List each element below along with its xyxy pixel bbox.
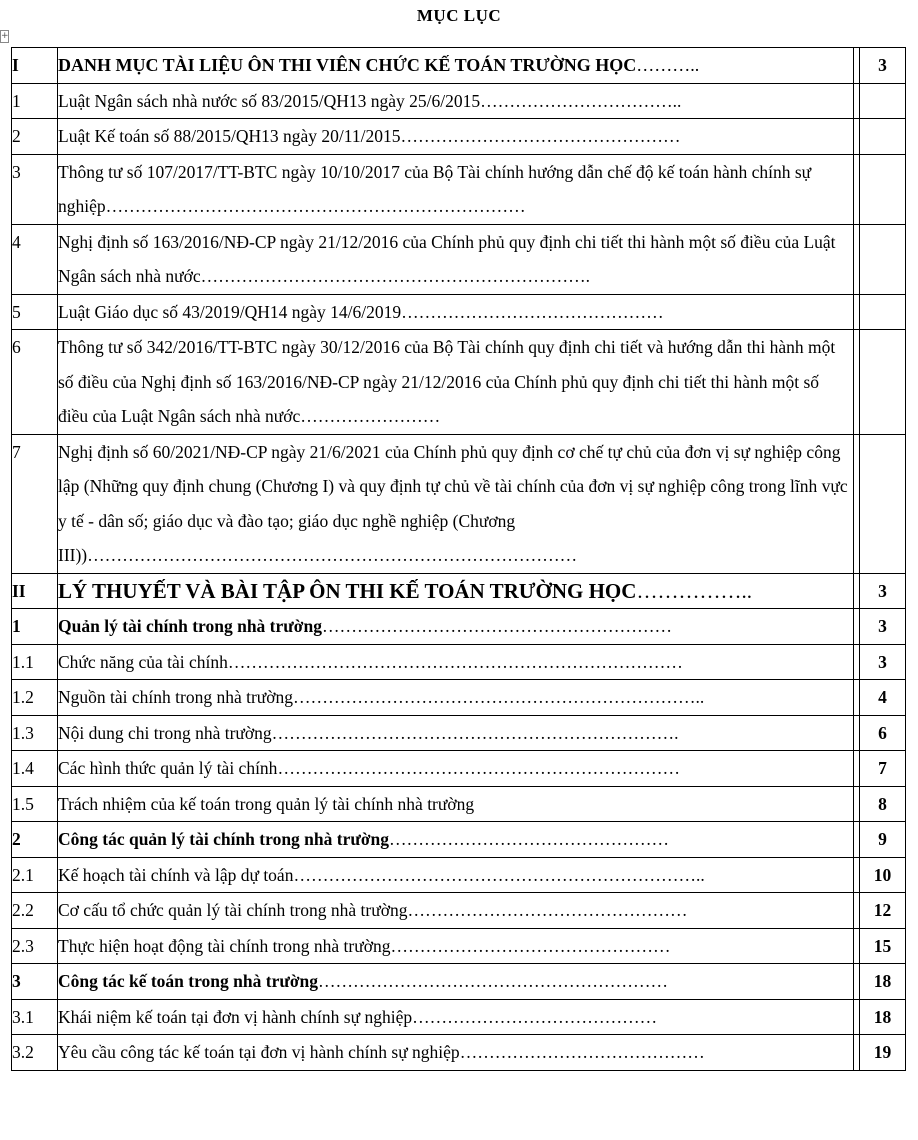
toc-entry-title: Luật Giáo dục số 43/2019/QH14 ngày 14/6/2019 (58, 301, 402, 322)
toc-dot-leader: ……………………………………………………………. (271, 722, 679, 743)
toc-dot-leader: ………………………………………………………………………… (87, 545, 578, 565)
toc-entry-number: 6 (12, 330, 58, 435)
toc-page-number: 18 (860, 964, 906, 1000)
toc-page-number: 6 (860, 715, 906, 751)
toc-page-number: 3 (860, 573, 906, 609)
toc-entry-number: I (12, 48, 58, 84)
toc-entry-number: 4 (12, 224, 58, 294)
toc-entry (58, 83, 854, 119)
toc-body (12, 48, 906, 1071)
toc-dot-leader: …………………………………………………………….. (293, 864, 705, 885)
page-title: MỤC LỤC (416, 6, 502, 25)
toc-dot-leader: …………………… (300, 406, 441, 426)
toc-dot-leader: …………………………………………………………. (200, 266, 591, 286)
toc-entry-title: Nghị định số 60/2021/NĐ-CP ngày 21/6/2021 của Chính phủ quy định cơ chế tự chủ của đơn vị sự nghiệp công lập (Những quy định chung (Chương I) và quy định tự chủ về tài chính của đơn vị sự nghiệp công trong lĩnh vực y tế - dân số; giáo dục và đào tạo; giáo dục nghề nghiệp (Chương III)) (58, 441, 848, 565)
toc-dot-leader: ………………………………………… (407, 900, 688, 920)
toc-entry-number: 3 (12, 154, 58, 224)
toc-entry-title: Trách nhiệm của kế toán trong quản lý tài chính nhà trường (58, 793, 475, 814)
toc-entry (58, 119, 854, 155)
toc-entry-title: Kế hoạch tài chính và lập dự toán (58, 864, 294, 885)
table-row (12, 644, 906, 680)
toc-page-number: 9 (860, 822, 906, 858)
table-row (12, 294, 906, 330)
table-move-handle[interactable]: + (1, 31, 9, 41)
toc-page-number: 18 (860, 999, 906, 1035)
table-row (12, 330, 906, 435)
toc-entry-number: 1.4 (12, 751, 58, 787)
toc-entry-number: 3.2 (12, 1035, 58, 1071)
toc-dot-leader: …………………………………… (459, 1042, 705, 1062)
toc-entry (58, 573, 854, 609)
toc-entry (58, 928, 854, 964)
toc-entry-title: Nguồn tài chính trong nhà trường (58, 687, 294, 707)
toc-entry-title: Các hình thức quản lý tài chính (58, 758, 278, 778)
toc-entry (58, 893, 854, 929)
table-of-contents (11, 47, 906, 1071)
table-row (12, 119, 906, 155)
toc-entry-number: 5 (12, 294, 58, 330)
table-row (12, 434, 906, 573)
table-row (12, 928, 906, 964)
toc-entry-title: Thực hiện hoạt động tài chính trong nhà trường (58, 935, 391, 956)
toc-entry (58, 294, 854, 330)
table-row (12, 786, 906, 822)
toc-entry-number: 7 (12, 434, 58, 573)
toc-entry-title: Khái niệm kế toán tại đơn vị hành chính sự nghiệp (58, 1006, 413, 1027)
toc-page-number: 10 (860, 857, 906, 893)
toc-entry (58, 434, 854, 573)
toc-entry (58, 1035, 854, 1071)
toc-entry-title: Quản lý tài chính trong nhà trường (58, 616, 322, 636)
table-row (12, 48, 906, 84)
toc-dot-leader: …………………………………… (412, 1006, 658, 1027)
toc-entry (58, 964, 854, 1000)
toc-entry-title: Luật Ngân sách nhà nước số 83/2015/QH13 ngày 25/6/2015 (58, 90, 481, 111)
toc-page-number: 7 (860, 751, 906, 787)
toc-entry (58, 224, 854, 294)
toc-entry-number: 2 (12, 119, 58, 155)
toc-dot-leader: ………………………………………… (389, 829, 670, 849)
table-row (12, 154, 906, 224)
table-row (12, 1035, 906, 1071)
toc-entry-number: 1.1 (12, 644, 58, 680)
toc-entry-title: Thông tư số 107/2017/TT-BTC ngày 10/10/2017 của Bộ Tài chính hướng dẫn chế độ kế toán hành chính sự nghiệp (58, 161, 812, 216)
toc-entry (58, 330, 854, 435)
table-row (12, 999, 906, 1035)
toc-entry-title: Nghị định số 163/2016/NĐ-CP ngày 21/12/2016 của Chính phủ quy định chi tiết thi hành một số điều của Luật Ngân sách nhà nước (58, 231, 836, 286)
toc-entry (58, 609, 854, 645)
toc-page-number (860, 224, 906, 294)
toc-dot-leader: …………….. (636, 578, 752, 603)
toc-page-number: 3 (860, 644, 906, 680)
toc-entry-title: Luật Kế toán số 88/2015/QH13 ngày 20/11/2015 (58, 126, 401, 146)
toc-page-number: 15 (860, 928, 906, 964)
table-row (12, 609, 906, 645)
toc-entry-number: 2.3 (12, 928, 58, 964)
table-row (12, 893, 906, 929)
toc-dot-leader: …………………………………………………………….. (293, 687, 705, 707)
toc-entry-title: Thông tư số 342/2016/TT-BTC ngày 30/12/2016 của Bộ Tài chính quy định chi tiết và hướng dẫn thi hành một số điều của Nghị định số 163/2016/NĐ-CP ngày 21/12/2016 của Chính phủ quy định chi tiết thi hành một số điều của Luật Ngân sách nhà nước (58, 337, 836, 426)
toc-page-number (860, 294, 906, 330)
table-row (12, 83, 906, 119)
toc-entry-number: 2.2 (12, 893, 58, 929)
toc-entry-title: DANH MỤC TÀI LIỆU ÔN THI VIÊN CHỨC KẾ TOÁN TRƯỜNG HỌC (58, 55, 637, 75)
table-row (12, 751, 906, 787)
toc-entry (58, 715, 854, 751)
table-row (12, 964, 906, 1000)
toc-page-number (860, 119, 906, 155)
toc-entry (58, 680, 854, 716)
toc-entry-title: Công tác quản lý tài chính trong nhà trường (58, 829, 390, 849)
toc-entry (58, 644, 854, 680)
toc-entry-title: Cơ cấu tổ chức quản lý tài chính trong nhà trường (58, 900, 408, 920)
toc-page-number: 3 (860, 609, 906, 645)
toc-dot-leader: …………………………………………………………………… (227, 651, 683, 672)
toc-page-number: 4 (860, 680, 906, 716)
toc-page-number (860, 434, 906, 573)
toc-entry-number: 1.3 (12, 715, 58, 751)
toc-entry-title: Công tác kế toán trong nhà trường (58, 971, 319, 991)
toc-page-number: 8 (860, 786, 906, 822)
toc-page-number: 12 (860, 893, 906, 929)
toc-entry-number: 3.1 (12, 999, 58, 1035)
toc-page-number: 3 (860, 48, 906, 84)
toc-dot-leader: …………………………….. (480, 90, 682, 111)
toc-entry-number: 2.1 (12, 857, 58, 893)
toc-dot-leader: …………………………………………………… (318, 971, 669, 991)
toc-entry-number: 3 (12, 964, 58, 1000)
toc-dot-leader: ……………………………………………………………… (105, 196, 526, 216)
toc-dot-leader: …………………………………………………… (321, 616, 672, 636)
table-row (12, 224, 906, 294)
toc-page-number: 19 (860, 1035, 906, 1071)
toc-entry (58, 154, 854, 224)
toc-entry (58, 48, 854, 84)
toc-entry-number: 1.2 (12, 680, 58, 716)
toc-page-number (860, 154, 906, 224)
toc-entry-number: 2 (12, 822, 58, 858)
table-row (12, 573, 906, 609)
toc-entry (58, 857, 854, 893)
toc-dot-leader: ……….. (636, 55, 700, 75)
toc-entry-title: Nội dung chi trong nhà trường (58, 722, 272, 743)
table-row (12, 857, 906, 893)
toc-dot-leader: ………………………………………… (400, 126, 681, 146)
toc-entry-number: 1.5 (12, 786, 58, 822)
table-row (12, 822, 906, 858)
toc-entry-title: Chức năng của tài chính (58, 651, 228, 672)
table-row (12, 680, 906, 716)
toc-entry-title: Yêu cầu công tác kế toán tại đơn vị hành chính sự nghiệp (58, 1042, 460, 1062)
toc-entry (58, 751, 854, 787)
toc-entry-number: 1 (12, 609, 58, 645)
toc-dot-leader: ……………………………………… (401, 301, 664, 322)
toc-entry (58, 822, 854, 858)
toc-dot-leader: …………………………………………………………… (277, 758, 680, 778)
toc-dot-leader: ………………………………………… (390, 935, 671, 956)
toc-entry (58, 786, 854, 822)
table-row (12, 715, 906, 751)
toc-entry-number: II (12, 573, 58, 609)
toc-entry-title: LÝ THUYẾT VÀ BÀI TẬP ÔN THI KẾ TOÁN TRƯỜNG HỌC (58, 578, 637, 603)
toc-entry (58, 999, 854, 1035)
toc-entry-number: 1 (12, 83, 58, 119)
toc-page-number (860, 330, 906, 435)
toc-page-number (860, 83, 906, 119)
